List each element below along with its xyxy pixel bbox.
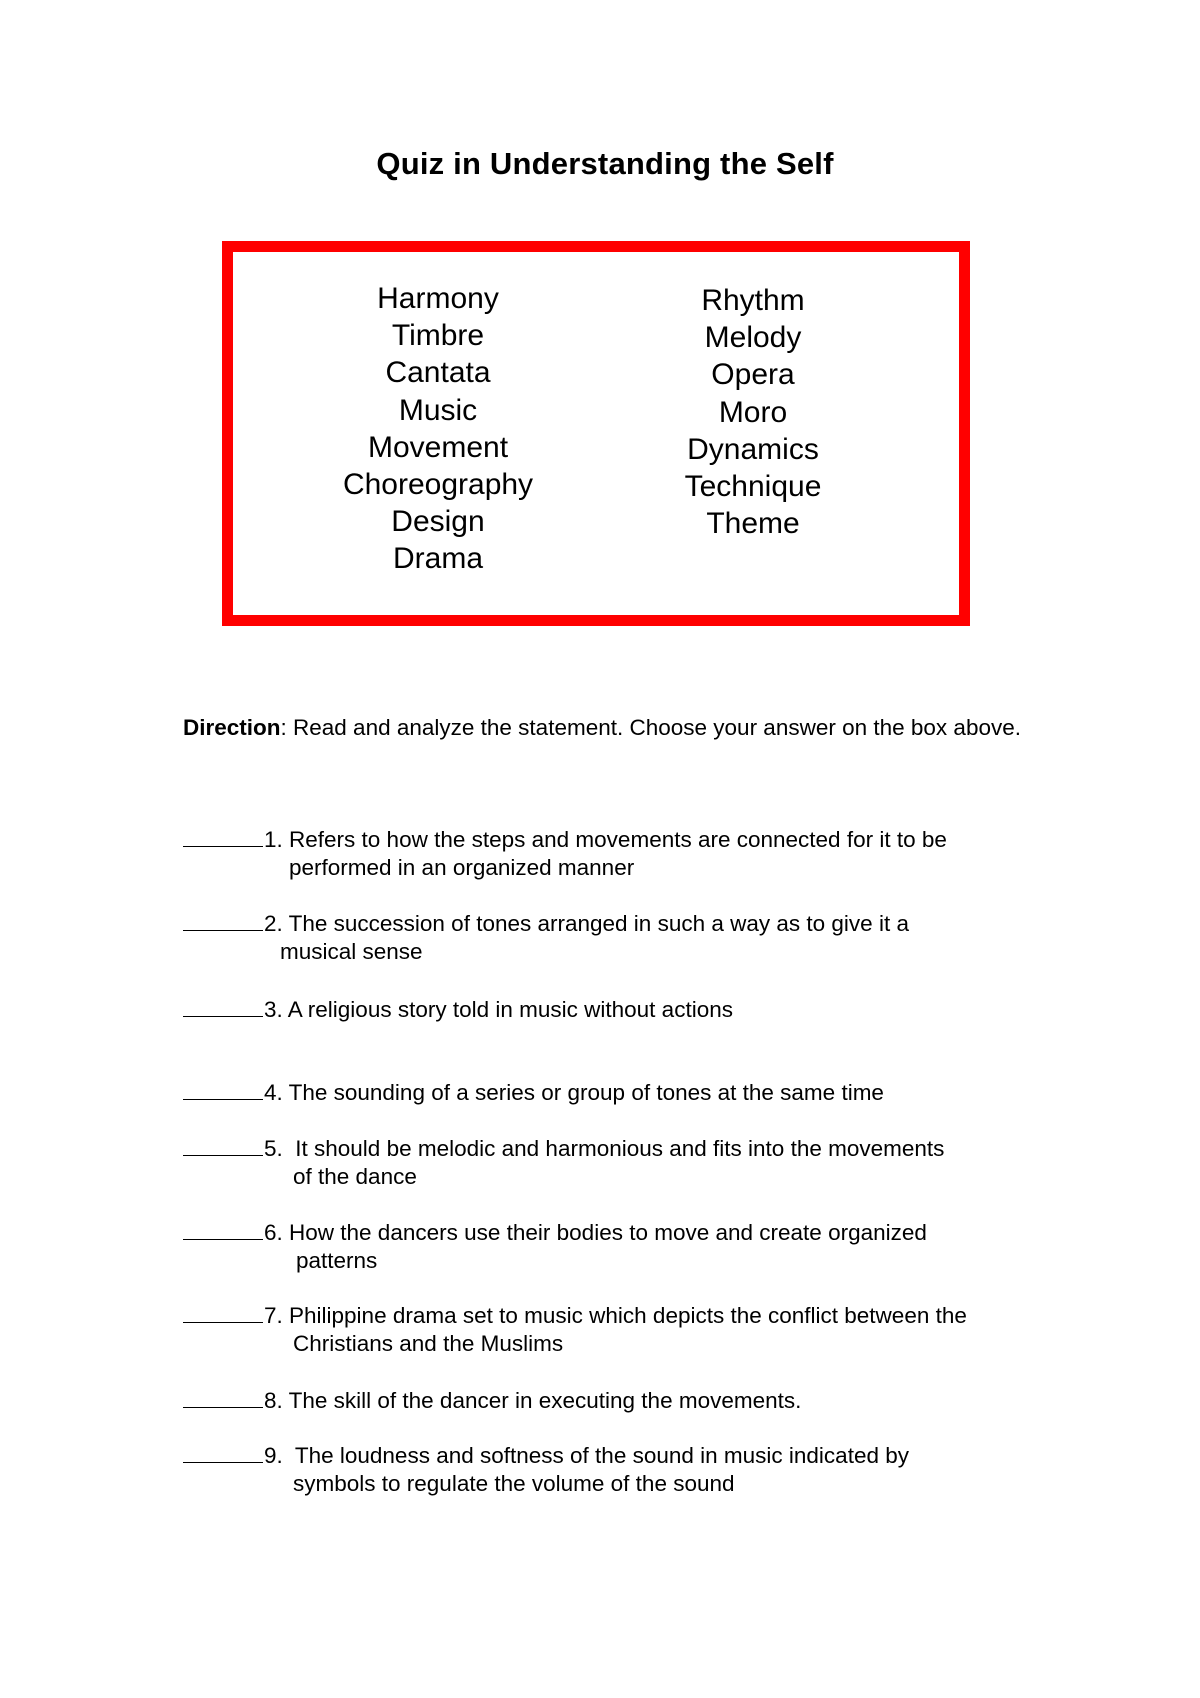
answer-blank[interactable]	[183, 826, 263, 847]
answer-blank[interactable]	[183, 1387, 263, 1408]
question-number: 5.	[264, 1136, 283, 1161]
question-item	[183, 1302, 1043, 1358]
question-number: 2.	[264, 911, 283, 936]
word-bank-item: Moro	[718, 395, 788, 429]
question-text: It should be melodic and harmonious and fits into the movements	[282, 1136, 945, 1161]
word-bank-item: Choreography	[342, 468, 534, 502]
question-text: The skill of the dancer in executing the movements.	[282, 1388, 802, 1413]
question-text-continued: symbols to regulate the volume of the sound	[293, 1471, 735, 1496]
word-bank-item: Movement	[367, 430, 509, 464]
answer-blank[interactable]	[183, 1442, 263, 1463]
page-title: Quiz in Understanding the Self	[376, 146, 834, 181]
direction-text	[183, 714, 1025, 742]
question-number: 7.	[264, 1303, 283, 1328]
word-bank-item: Opera	[711, 358, 795, 392]
answer-blank[interactable]	[183, 910, 263, 931]
answer-blank[interactable]	[183, 1302, 263, 1323]
question-number: 3.	[264, 997, 283, 1022]
question-item	[183, 826, 1043, 882]
question-item	[183, 1219, 1043, 1275]
word-bank-item: Rhythm	[701, 284, 805, 317]
word-bank-item: Melody	[704, 321, 802, 355]
word-bank-item: Design	[391, 505, 485, 539]
question-text: Refers to how the steps and movements are connected for it to be	[282, 827, 947, 852]
question-text-continued: musical sense	[280, 939, 423, 964]
question-number: 9.	[264, 1443, 283, 1468]
question-text: How the dancers use their bodies to move and create organized	[282, 1220, 927, 1245]
question-item	[183, 910, 1043, 966]
word-bank-item: Technique	[684, 470, 822, 504]
question-item	[183, 1079, 1043, 1107]
word-bank-box	[222, 241, 970, 626]
question-text-continued: Christians and the Muslims	[293, 1331, 564, 1356]
question-item	[183, 1442, 1043, 1498]
answer-blank[interactable]	[183, 996, 263, 1017]
direction-label: Direction	[183, 715, 281, 740]
word-bank-item: Drama	[392, 542, 483, 576]
question-number: 6.	[264, 1220, 283, 1245]
question-text: The sounding of a series or group of tones at the same time	[282, 1080, 884, 1105]
word-bank-item: Theme	[706, 507, 800, 541]
answer-blank[interactable]	[183, 1135, 263, 1156]
word-bank-left-column	[303, 280, 573, 578]
question-text-continued: patterns	[296, 1248, 378, 1273]
word-bank-item: Music	[398, 393, 478, 427]
word-bank-right-column	[628, 282, 878, 542]
question-number: 4.	[264, 1080, 283, 1105]
question-item	[183, 996, 1043, 1024]
question-number: 8.	[264, 1388, 283, 1413]
question-item	[183, 1135, 1043, 1191]
word-bank-item: Harmony	[377, 282, 499, 315]
question-text-continued: of the dance	[293, 1164, 417, 1189]
question-text: The succession of tones arranged in such a way as to give it a	[282, 911, 909, 936]
question-text: The loudness and softness of the sound in music indicated by	[282, 1443, 909, 1468]
question-text: Philippine drama set to music which depicts the conflict between the	[282, 1303, 967, 1328]
question-number: 1.	[264, 827, 283, 852]
word-bank-item: Dynamics	[687, 432, 819, 466]
direction-body: : Read and analyze the statement. Choose your answer on the box above.	[280, 715, 1021, 740]
answer-blank[interactable]	[183, 1079, 263, 1100]
answer-blank[interactable]	[183, 1219, 263, 1240]
question-item	[183, 1387, 1043, 1415]
word-bank-item: Timbre	[391, 319, 485, 353]
word-bank-item: Cantata	[385, 356, 491, 390]
question-text-continued: performed in an organized manner	[289, 855, 635, 880]
question-text: A religious story told in music without actions	[282, 997, 733, 1022]
